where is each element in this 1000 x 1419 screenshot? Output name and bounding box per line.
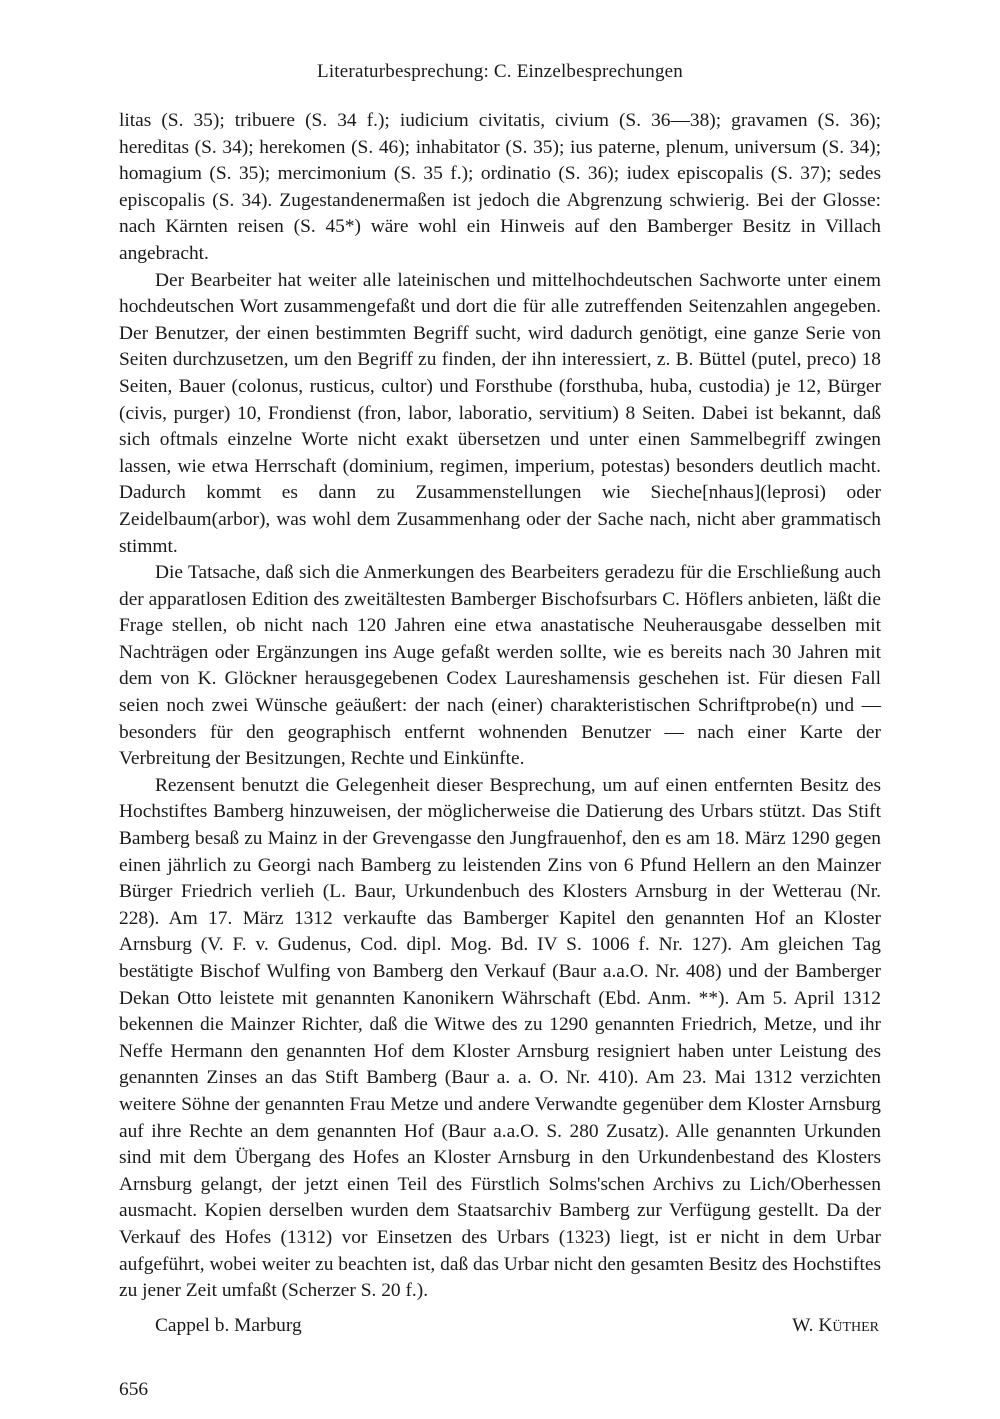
document-page (119, 60, 881, 1403)
paragraph-index-critique: Der Bearbeiter hat weiter alle lateinischen und mittelhochdeutschen Sachworte unter einem hochdeutschen Wort zusammengefaßt und dort die für alle zutreffenden Seitenzahlen angegeben. Der Benutzer, der einen bestimmten Begriff sucht, wird dadurch genötigt, eine ganze Serie von Seiten durchzusetzen, um den Begriff zu finden, der ihn interessiert, z. B. Büttel (putel, preco) 18 Seiten, Bauer (colonus, rusticus, cultor) und Forsthube (forsthuba, huba, custodia) je 12, Bürger (civis, purger) 10, Frondienst (fron, labor, laboratio, servitium) 8 Seiten. Dabei ist bekannt, daß sich oftmals einzelne Worte nicht exakt übersetzen und unter einen Sammelbegriff zwingen lassen, wie etwa Herrschaft (dominium, regimen, imperium, potestas) besonders deutlich macht. Dadurch kommt es dann zu Zusammenstellungen wie Sieche[nhaus](leprosi) oder Zeidelbaum(arbor), was wohl dem Zusammenhang oder der Sache nach, nicht aber grammatisch stimmt. (119, 269, 881, 557)
paragraph-mainz-property: Rezensent benutzt die Gelegenheit dieser Besprechung, um auf einen entfernten Besitz des Hochstiftes Bamberg hinzuweisen, der möglicherweise die Datierung des Urbars stützt. Das Stift Bamberg besaß zu Mainz in der Grevengasse den Jungfrauenhof, den es am 18. März 1290 gegen einen jährlich zu Georgi nach Bamberg zu leistenden Zins von 6 Pfund Hellern an den Mainzer Bürger Friedrich verlieh (L. Baur, Urkundenbuch des Klosters Arnsburg in der Wetterau (Nr. 228). Am 17. März 1312 verkaufte das Bamberger Kapitel den genannten Hof an Kloster Arnsburg (V. F. v. Gudenus, Cod. dipl. Mog. Bd. IV S. 1006 f. Nr. 127). Am gleichen Tag bestätigte Bischof Wulfing von Bamberg den Verkauf (Baur a.a.O. Nr. 408) und der Bamberger Dekan Otto leistete mit genannten Kanonikern Währschaft (Ebd. Anm. **). Am 5. April 1312 bekennen die Mainzer Richter, daß die Witwe des zu 1290 genannten Friedrich, Metze, und ihr Neffe Hermann den genannten Hof dem Kloster Arnsburg resigniert haben unter Leistung des genannten Zinses an das Stift Bamberg (Baur a. a. O. Nr. 410). Am 23. Mai 1312 verzichten weitere Söhne der genannten Frau Metze und andere Verwandte gegenüber dem Kloster Arnsburg auf ihre Rechte an dem genannten Hof (Baur a.a.O. S. 280 Zusatz). Alle genannten Urkunden sind mit dem Übergang des Hofes an Kloster Arnsburg in den Urkundenbestand des Klosters Arnsburg gelangt, der jetzt einen Teil des Fürstlich Solms'schen Archivs zu Lich/Oberhessen ausmacht. Kopien derselben wurden dem Staatsarchiv Bamberg zur Verfügung gestellt. Da der Verkauf des Hofes (1312) vor Einsetzen des Urbars (1323) liegt, ist er nicht in dem Urbar aufgeführt, wobei weiter zu beachten ist, daß das Urbar nicht den gesamten Besitz des Hochstiftes zu jener Zeit umfaßt (Scherzer S. 20 f.). (119, 774, 881, 1302)
reviewer-location: Cappel b. Marburg (155, 1314, 302, 1336)
running-head: Literaturbesprechung: C. Einzelbesprechungen (317, 61, 683, 82)
paragraph-continuation: litas (S. 35); tribuere (S. 34 f.); iudicium civitatis, civium (S. 36—38); gravamen (S. 36); hereditas (S. 34); herekomen (S. 46); inhabitator (S. 35); ius paterne, plenum, universum (S. 34); homagium (S. 35); mercimonium (S. 35 f.); ordinatio (S. 36); iudex episcopalis (S. 37); sedes episcopalis (S. 34). Zugestandenermaßen ist jedoch die Abgrenzung schwierig. Bei der Glosse: nach Kärnten reisen (S. 45*) wäre wohl ein Hinweis auf den Bamberger Besitz in Villach angebracht. (119, 110, 881, 264)
reviewer-name: W. Küther (792, 1314, 879, 1336)
paragraph-edition-proposal: Die Tatsache, daß sich die Anmerkungen des Bearbeiters geradezu für die Erschließung auch der apparatlosen Edition des zweitältesten Bamberger Bischofsurbars C. Höflers anbieten, läßt die Frage stellen, ob nicht nach 120 Jahren eine etwa anastatische Neuherausgabe desselben mit Nachträgen oder Ergänzungen ins Auge gefaßt werden sollte, wie es bereits nach 30 Jahren mit dem von K. Glöckner herausgegebenen Codex Laureshamensis geschehen ist. Für diesen Fall seien noch zwei Wünsche geäußert: der nach (einer) charakteristischen Schriftprobe(n) und — besonders für den geographisch entfernt wohnenden Benutzer — nach einer Karte der Verbreitung der Besitzungen, Rechte und Einkünfte. (119, 562, 881, 770)
review-signature (119, 1313, 881, 1340)
page-number: 656 (119, 1379, 149, 1401)
